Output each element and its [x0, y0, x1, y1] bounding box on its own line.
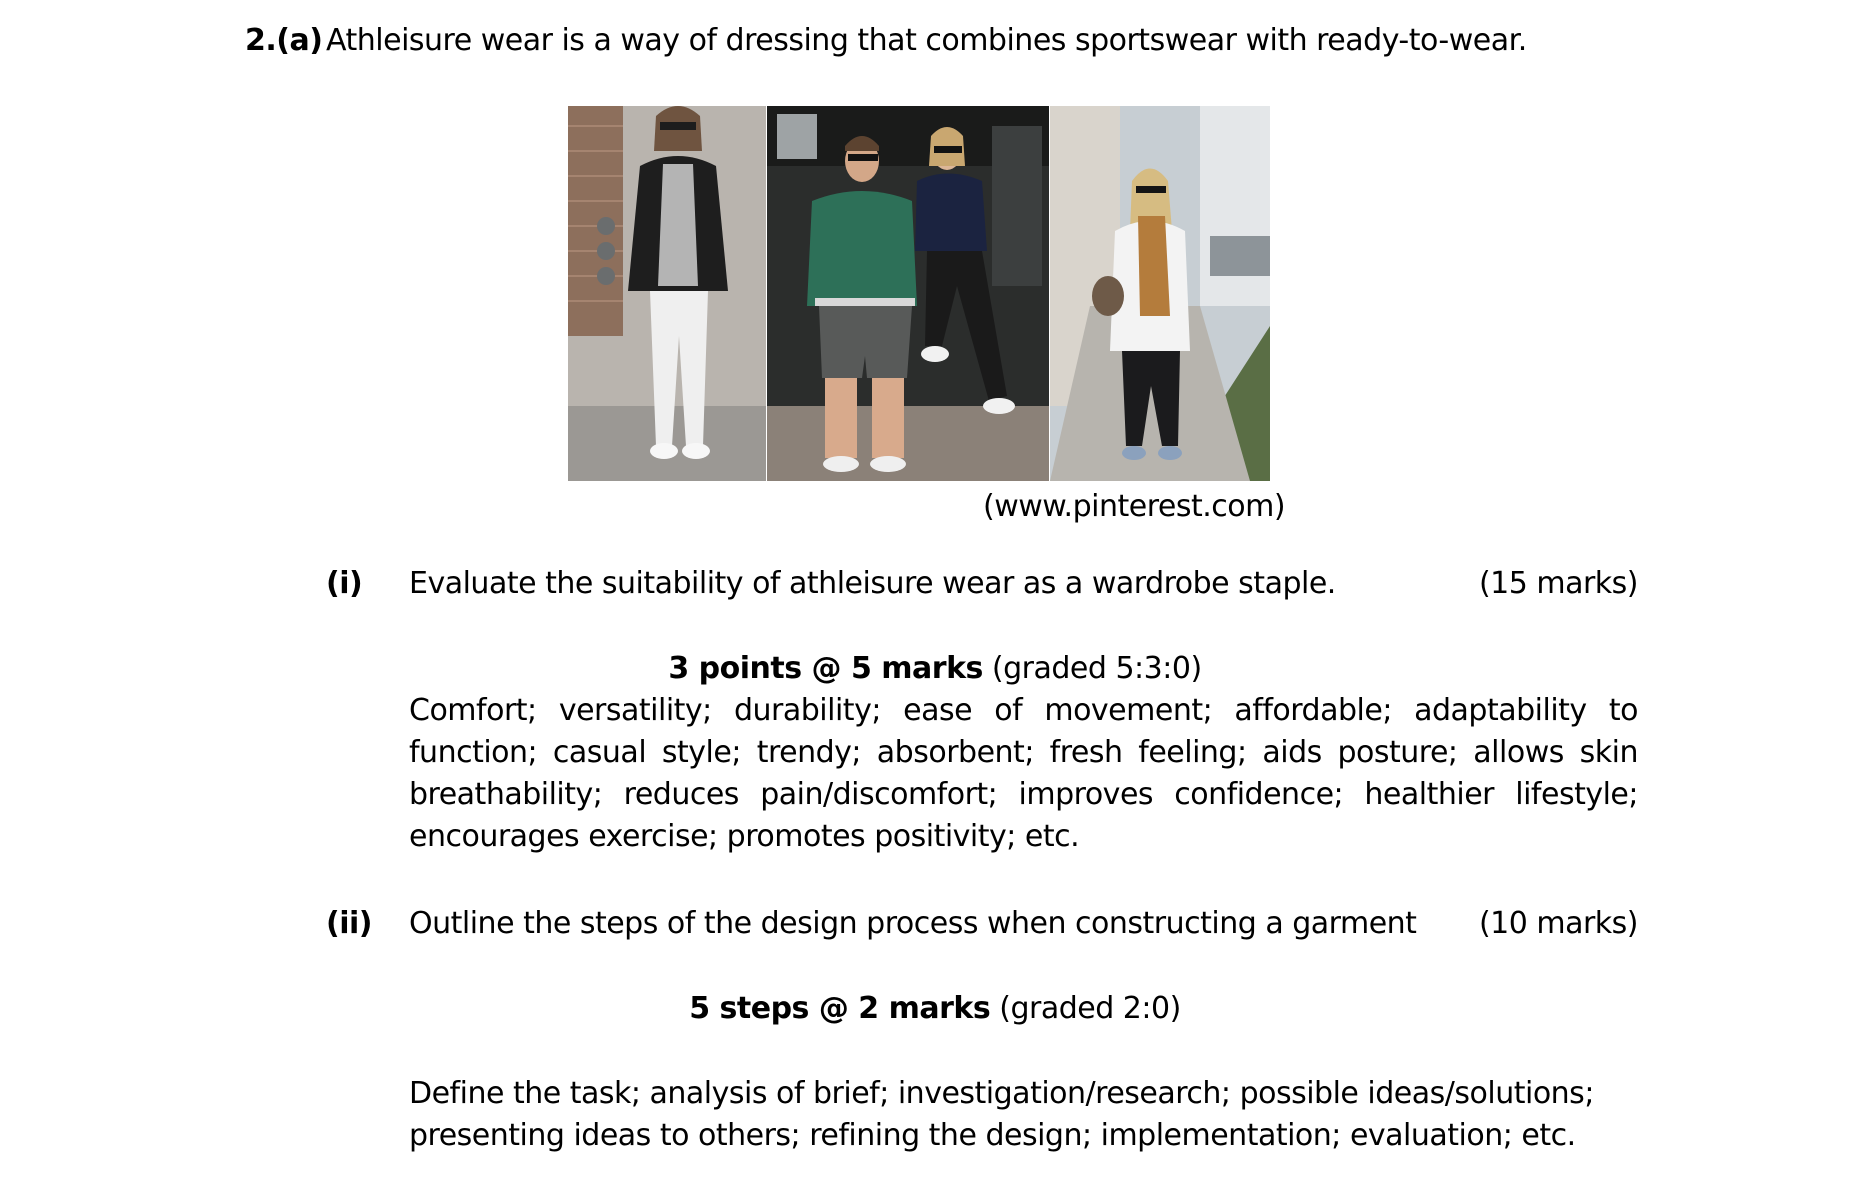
part-ii-label: (ii)	[326, 906, 372, 941]
photo-couple-sweatshirts	[767, 106, 1049, 481]
part-ii-answer-line-2: presenting ideas to others; refining the design; implementation; evaluation; etc.	[409, 1118, 1576, 1153]
photo-woman-leather-jacket	[568, 106, 766, 481]
part-ii-answer-line-1: Define the task; analysis of brief; investigation/research; possible ideas/solutions;	[409, 1076, 1594, 1111]
part-ii-scheme-grading: (graded 2:0)	[990, 991, 1181, 1026]
part-i-scheme-points: 3 points @ 5 marks	[668, 651, 983, 686]
part-i-marks: (15 marks)	[1478, 566, 1638, 601]
athleisure-photo-collage	[568, 106, 1270, 481]
part-i-scheme-grading: (graded 5:3:0)	[982, 651, 1202, 686]
part-ii-scheme-steps: 5 steps @ 2 marks	[689, 991, 991, 1026]
part-ii-marks: (10 marks)	[1478, 906, 1638, 941]
photo-woman-scarf-street	[1050, 106, 1270, 481]
question-text: Athleisure wear is a way of dressing that combines sportswear with ready-to-wear.	[326, 23, 1527, 58]
part-i-marking-scheme	[0, 648, 1870, 690]
part-ii-prompt: Outline the steps of the design process when constructing a garment	[409, 906, 1417, 941]
part-ii-marking-scheme	[0, 988, 1870, 1030]
part-i-answer: Comfort; versatility; durability; ease of movement; affordable; adaptability to function; casual style; trendy; absorbent; fresh feeling; aids posture; allows skin breathability; reduces pain/discomfort; improves confidence; healthier lifestyle; encourages exercise; promotes positivity; etc.	[409, 693, 1638, 854]
question-number: 2.(a)	[245, 23, 323, 58]
part-i-prompt: Evaluate the suitability of athleisure wear as a wardrobe staple.	[409, 566, 1336, 601]
image-source-caption: (www.pinterest.com)	[983, 489, 1286, 524]
part-i-label: (i)	[326, 566, 363, 601]
